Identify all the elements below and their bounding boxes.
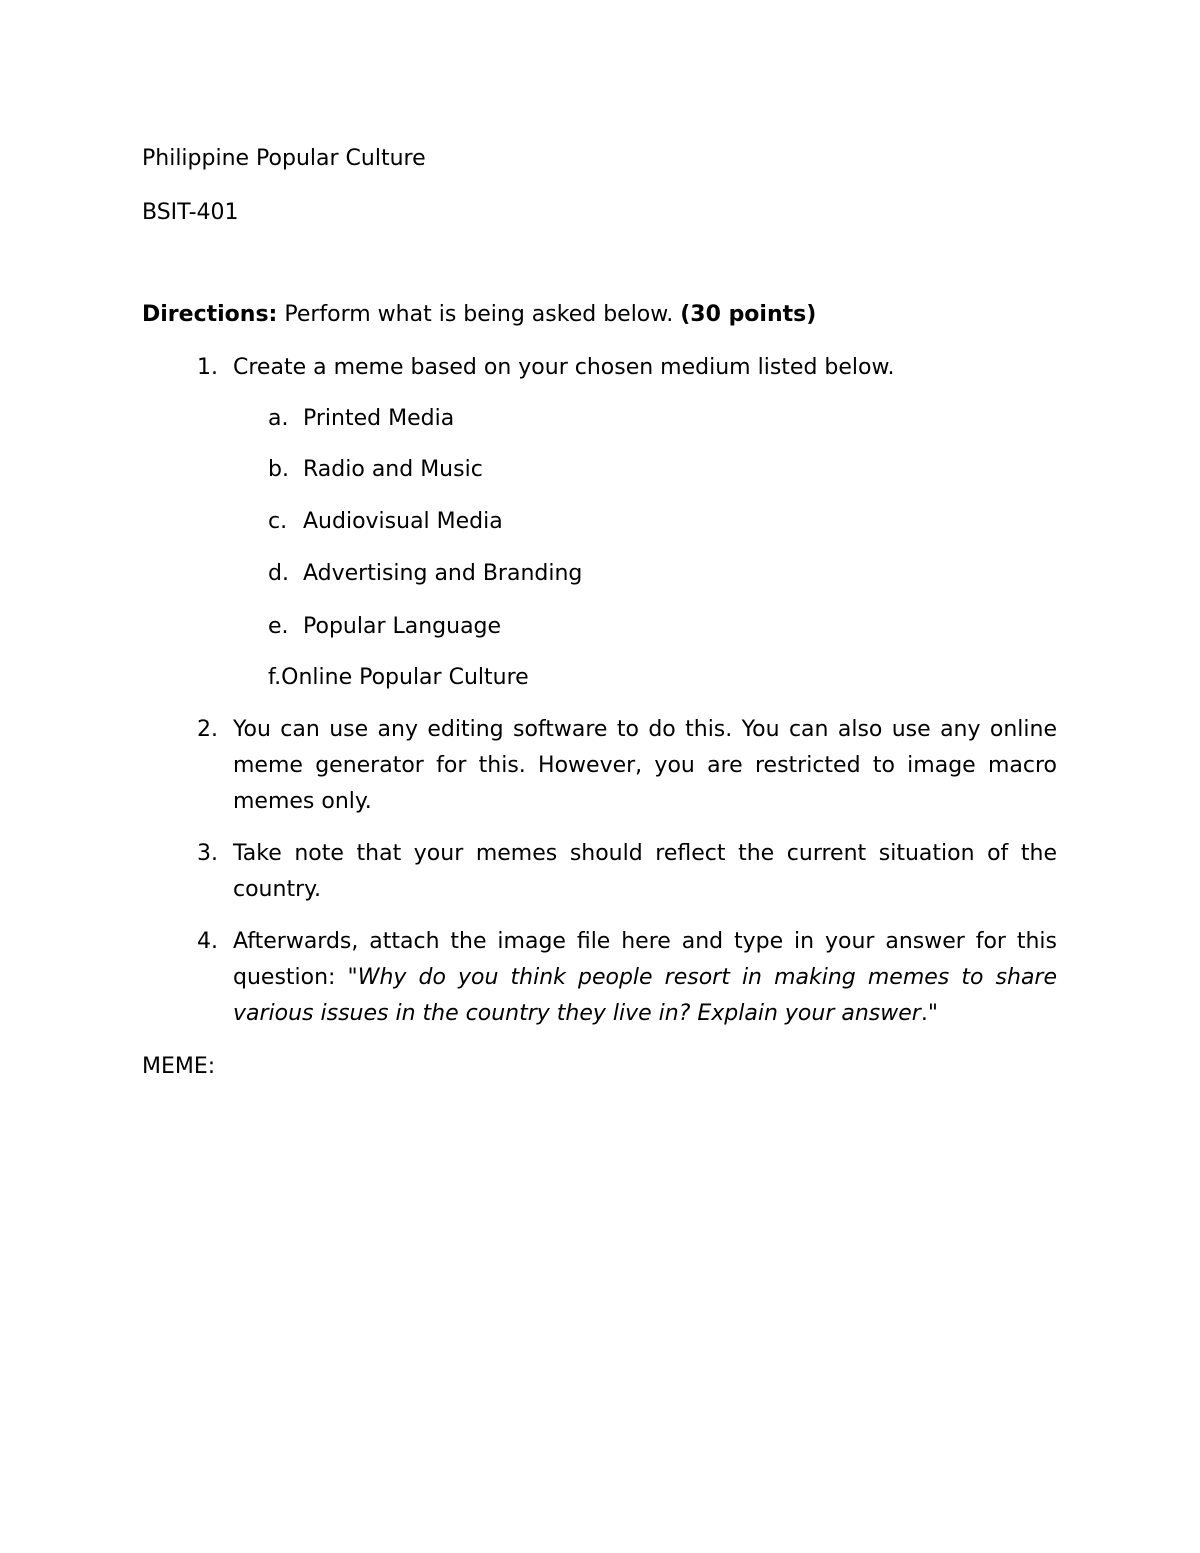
section-code: BSIT-401 xyxy=(142,200,239,225)
course-title: Philippine Popular Culture xyxy=(142,146,426,171)
directions-text: Perform what is being asked below. xyxy=(277,302,681,327)
media-label: Advertising and Branding xyxy=(303,561,583,586)
item-number: 2. xyxy=(197,717,218,742)
media-label: Printed Media xyxy=(303,406,455,431)
media-letter: d. xyxy=(268,561,289,586)
item-text: You can use any editing software to do this. You can also use any online meme generator for this. However, you are restricted to image macro memes only. xyxy=(233,717,1057,814)
item-number: 4. xyxy=(197,929,218,954)
media-item-f xyxy=(268,660,529,696)
directions-line xyxy=(142,297,816,333)
item-number: 3. xyxy=(197,841,218,866)
media-label: Online Popular Culture xyxy=(281,665,529,690)
essay-question: Why do you think people resort in making memes to share various issues in the country they live in? Explain your answer xyxy=(233,965,1058,1026)
media-letter: a. xyxy=(268,406,289,431)
meme-label: MEME: xyxy=(142,1054,216,1079)
directions-label: Directions: xyxy=(142,302,278,327)
directions-points: (30 points) xyxy=(680,302,817,327)
media-letter: e. xyxy=(268,614,289,639)
media-label: Audiovisual Media xyxy=(303,509,503,534)
item-number: 1. xyxy=(197,355,218,380)
media-letter: f. xyxy=(268,665,282,690)
media-label: Popular Language xyxy=(303,614,502,639)
media-letter: b. xyxy=(268,457,289,482)
item-text: Take note that your memes should reflect the current situation of the country. xyxy=(233,841,1057,902)
item-text-after: ." xyxy=(920,1001,938,1026)
media-label: Radio and Music xyxy=(303,457,483,482)
item-text-before: Afterwards, attach the image file here and type in your answer for this question: " xyxy=(233,929,1057,990)
media-letter: c. xyxy=(268,509,288,534)
item-text: Create a meme based on your chosen medium listed below. xyxy=(233,355,895,380)
item-text-question xyxy=(233,924,1057,1032)
